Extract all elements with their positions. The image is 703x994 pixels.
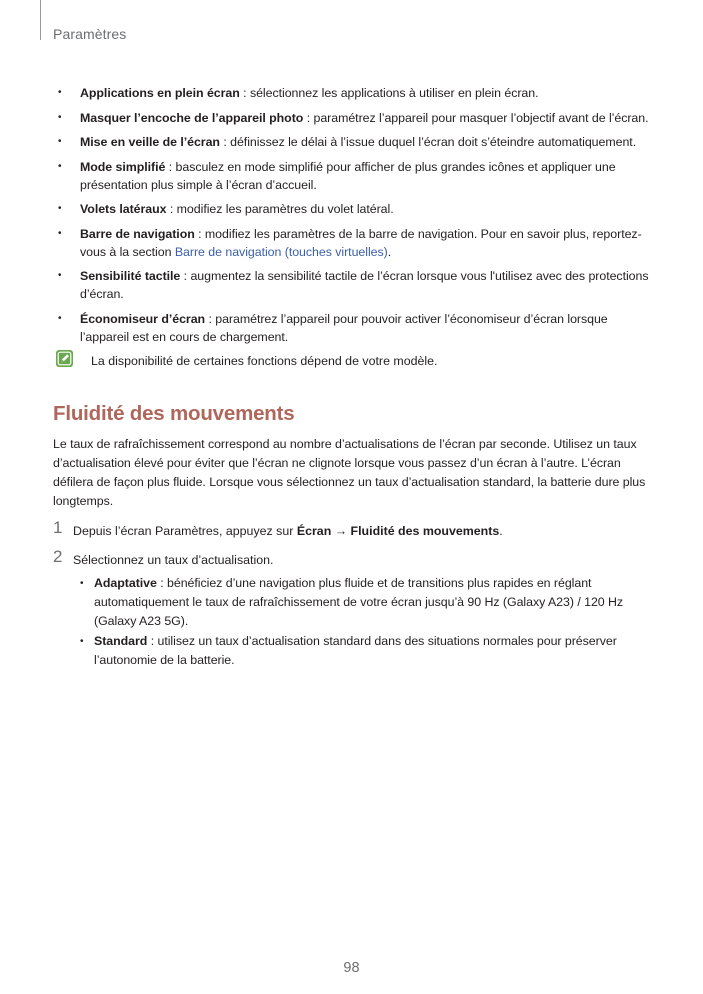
menu-path-screen: Écran (296, 524, 332, 538)
bullet-icon: • (58, 312, 62, 324)
bullet-icon: • (80, 578, 84, 589)
list-item-term: Économiseur d’écran (80, 311, 206, 326)
page-header-title: Paramètres (53, 26, 127, 42)
note-icon (55, 349, 74, 368)
list-item-text: : définissez le délai à l’issue duquel l’écran doit s’éteindre automatiquement. (219, 135, 637, 149)
list-item (80, 574, 646, 631)
list-item (58, 158, 658, 194)
option-description: : bénéficiez d’une navigation plus fluide et de transitions plus rapides en réglant automatiquement le taux de rafraîchissement de votre écran jusqu’à 90 Hz (Galaxy A23) / 120 Hz (Galaxy A23 5G). (94, 576, 624, 628)
bullet-icon: • (58, 227, 62, 239)
bullet-icon: • (58, 160, 62, 172)
bullet-icon: • (58, 111, 62, 123)
list-item-text: : basculez en mode simplifié pour afficher de plus grandes icônes et appliquer une présentation plus simple à l’écran d’accueil. (80, 159, 616, 192)
header-rule (40, 0, 41, 40)
step-number: 2 (53, 547, 63, 566)
refresh-rate-options-list (80, 574, 646, 671)
list-item-text: : augmentez la sensibilité tactile de l’écran lorsque vous l'utilisez avec des protections d’écran. (80, 269, 649, 301)
list-item-term: Barre de navigation (80, 226, 195, 241)
list-item-text: : paramétrez l’appareil pour pouvoir activer l’économiseur d’écran lorsque l’appareil est en cours de chargement. (80, 311, 608, 344)
page-number: 98 (343, 960, 360, 976)
list-item-text: : modifiez les paramètres de la barre de navigation. Pour en savoir plus, reportez-vous à la section (80, 226, 642, 259)
list-item (80, 632, 646, 670)
step-text (73, 522, 503, 540)
section-intro: Le taux de rafraîchissement correspond au nombre d’actualisations de l’écran par seconde. Utilisez un taux d’actualisation élevé pour éviter que l’écran ne clignote lorsque vous passez d’un écran à l’autre. L’écran défilera de façon plus fluide. Lorsque vous sélectionnez un taux d’actualisation standard, la batterie dure plus longtemps. (53, 437, 646, 508)
step-text: Sélectionnez un taux d’actualisation. (73, 553, 274, 567)
bullet-icon: • (58, 87, 62, 98)
list-item (58, 200, 658, 218)
navigation-bar-link[interactable]: Barre de navigation (touches virtuelles) (174, 244, 388, 259)
list-item-term: Mode simplifié (80, 159, 166, 174)
list-item (58, 225, 658, 261)
list-item (58, 267, 658, 303)
arrow-icon: → (331, 524, 351, 538)
bullet-icon: • (80, 636, 84, 647)
bullet-icon: • (58, 136, 62, 147)
step-text-start: Depuis l’écran Paramètres, appuyez sur (73, 524, 297, 538)
list-item-text: : sélectionnez les applications à utiliser en plein écran. (239, 86, 539, 100)
settings-bullet-list (58, 84, 658, 352)
list-item-term: Masquer l’encoche de l’appareil photo (80, 110, 304, 125)
step-text-end: . (499, 524, 503, 538)
list-item-text-end: . (387, 244, 392, 259)
list-item-text: : modifiez les paramètres du volet latéral. (166, 202, 394, 216)
option-term-adaptive: Adaptative (94, 576, 157, 590)
section-heading: Fluidité des mouvements (53, 402, 295, 425)
list-item (58, 310, 658, 346)
bullet-icon: • (58, 270, 62, 281)
list-item-term: Sensibilité tactile (80, 269, 181, 283)
list-item-text: : paramétrez l’appareil pour masquer l’objectif avant de l’écran. (303, 110, 649, 125)
list-item (58, 109, 658, 127)
menu-path-motion-smoothness: Fluidité des mouvements (350, 524, 500, 538)
list-item-term: Applications en plein écran (80, 86, 240, 100)
option-term-standard: Standard (94, 634, 148, 648)
step-number: 1 (53, 518, 63, 537)
list-item-term: Volets latéraux (80, 202, 167, 216)
option-description: : utilisez un taux d’actualisation standard dans des situations normales pour préserver l’autonomie de la batterie. (94, 634, 617, 667)
note-text: La disponibilité de certaines fonctions dépend de votre modèle. (91, 354, 438, 368)
list-item (58, 84, 658, 102)
list-item (58, 133, 658, 151)
list-item-term: Mise en veille de l’écran (80, 135, 220, 149)
bullet-icon: • (58, 203, 62, 214)
